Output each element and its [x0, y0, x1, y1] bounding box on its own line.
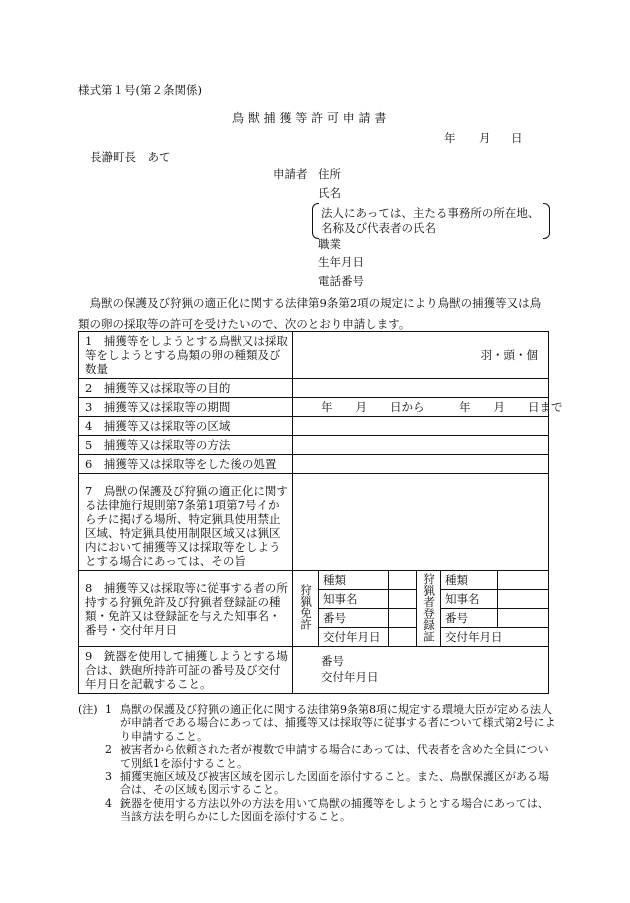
- applicant-label: 申請者: [273, 167, 308, 181]
- row6-value[interactable]: [293, 455, 549, 474]
- document-title: 鳥 獣 捕 獲 等 許 可 申 請 書: [232, 111, 387, 125]
- note-number: 3: [105, 770, 112, 784]
- reg-date-cell[interactable]: [441, 628, 549, 647]
- row9-number-label: 番号: [321, 654, 344, 668]
- reg-governor-label: 知事名: [445, 592, 480, 606]
- reg-divider: [497, 571, 498, 589]
- date-year-label: 年: [444, 131, 456, 145]
- row9-label: 9 銃器を使用して捕獲しようとする場合は、鉄砲所持許可証の番号及び交付年月日を記載すること。: [79, 647, 293, 694]
- applicant-phone-label: 電話番号: [318, 274, 364, 288]
- row8-reg-header: [417, 571, 441, 647]
- note-item: [78, 797, 556, 824]
- applicant-birthdate-label: 生年月日: [318, 255, 364, 269]
- application-table: [78, 331, 563, 694]
- row8-reg-header-text: 狩猟者登録証: [422, 572, 436, 642]
- note-text: 鳥獣の保護及び狩猟の適正化に関する法律第9条第8項に規定する環境大臣が定める法人が申請者である場合にあっては、捕獲等又は採取等に従事する者について様式第2号により申請すること。: [120, 703, 556, 743]
- table-row: [79, 398, 549, 417]
- row8-license-header: [293, 571, 319, 647]
- row1-label: 1 捕獲等をしようとする鳥獣又は採取等をしようとする鳥類の卵の種類及び数量: [79, 332, 293, 379]
- table-row: [79, 647, 549, 694]
- reg-governor-cell[interactable]: [441, 590, 549, 609]
- note-item: [78, 703, 556, 743]
- applicant-address-label: 住所: [318, 167, 341, 181]
- date-month-label: 月: [479, 131, 491, 145]
- note-text: 被害者から依頼された者が複数で申請する場合にあっては、代表者を含めた全員について別紙1を添付すること。: [120, 743, 549, 770]
- applicant-name-label: 氏名: [318, 186, 341, 200]
- license-type-value[interactable]: [389, 571, 417, 590]
- license-governor-label: 知事名: [319, 590, 389, 609]
- row4-label: 4 捕獲等又は採取等の区域: [79, 417, 293, 436]
- reg-number-label: 番号: [445, 611, 468, 625]
- reg-number-cell[interactable]: [441, 609, 549, 628]
- row1-unit: 羽・頭・個: [480, 348, 539, 362]
- reg-divider: [497, 590, 498, 608]
- addressee: 長瀞町長 あて: [90, 150, 171, 164]
- notes-tag: (注): [78, 703, 98, 716]
- date-day-label: 日: [511, 131, 523, 145]
- license-number-label: 番号: [319, 609, 389, 628]
- row8-label: 8 捕獲等又は採取等に従事する者の所持する狩猟免許及び狩猟者登録証の種類・免許又は登録証を与えた知事名・番号・交付年月日: [79, 571, 293, 647]
- row5-label: 5 捕獲等又は採取等の方法: [79, 436, 293, 455]
- row7-value[interactable]: [293, 474, 549, 571]
- license-date-value[interactable]: [389, 628, 417, 647]
- row4-value[interactable]: [293, 417, 549, 436]
- table-row: [79, 436, 549, 455]
- row2-value[interactable]: [293, 379, 549, 398]
- reg-type-label: 種類: [445, 573, 468, 587]
- row1-value[interactable]: [293, 332, 549, 379]
- notes-section: [78, 703, 556, 824]
- corp-note-right-bracket: [543, 203, 550, 239]
- note-number: 4: [105, 796, 112, 810]
- row3-value[interactable]: [293, 398, 563, 417]
- note-number: 2: [105, 743, 112, 757]
- row2-label: 2 捕獲等又は採取等の目的: [79, 379, 293, 398]
- table-row: [79, 455, 549, 474]
- row3-period: 年 月 日から 年 月 日まで: [321, 400, 563, 414]
- corp-note-line2: 名称及び代表者の氏名: [321, 221, 436, 235]
- table-row: [79, 417, 549, 436]
- row5-value[interactable]: [293, 436, 549, 455]
- reg-divider: [497, 609, 498, 627]
- form-number: 様式第１号(第２条関係): [78, 83, 202, 97]
- table-row: [79, 379, 549, 398]
- reg-date-label: 交付年月日: [445, 630, 503, 644]
- row9-date-label: 交付年月日: [321, 670, 379, 684]
- license-type-label: 種類: [319, 571, 389, 590]
- note-item: [78, 770, 556, 797]
- row3-label: 3 捕獲等又は採取等の期間: [79, 398, 293, 417]
- license-number-value[interactable]: [389, 609, 417, 628]
- note-text: 銃器を使用する方法以外の方法を用いて鳥獣の捕獲等をしようとする場合にあっては、当該方法を明らかにした図面を添付すること。: [120, 796, 549, 824]
- note-number: 1: [105, 703, 112, 716]
- row9-value[interactable]: [293, 647, 549, 694]
- reg-type-cell[interactable]: [441, 571, 549, 590]
- row7-label: 7 鳥獣の保護及び狩猟の適正化に関する法律施行規則第7条第1項第7号イからチに掲げる場所、特定猟具使用禁止区域、特定猟具使用制限区域又は猟区内において捕獲等又は採取等をしようとする場合にあっては、その旨: [79, 474, 293, 571]
- corp-note-left-bracket: [312, 203, 319, 239]
- table-row: [79, 474, 549, 571]
- intro-text: 鳥獣の保護及び狩猟の適正化に関する法律第9条第2項の規定により鳥獣の捕獲等又は鳥類の卵の採取等の許可を受けたいので、次のとおり申請します。: [78, 296, 542, 331]
- note-item: [78, 743, 556, 770]
- note-text: 捕獲実施区域及び被害区域を図示した図面を添付すること。また、鳥獣保護区がある場合は、その区域も図示すること。: [120, 770, 549, 797]
- license-governor-value[interactable]: [389, 590, 417, 609]
- license-date-label: 交付年月日: [319, 628, 389, 647]
- row8-license-header-text: 狩猟免許: [299, 584, 313, 630]
- table-row: [79, 571, 549, 590]
- applicant-occupation-label: 職業: [318, 237, 341, 251]
- row6-label: 6 捕獲等又は採取等をした後の処置: [79, 455, 293, 474]
- table-row: [79, 332, 549, 379]
- corp-note-line1: 法人にあっては、主たる事務所の所在地、: [321, 206, 540, 220]
